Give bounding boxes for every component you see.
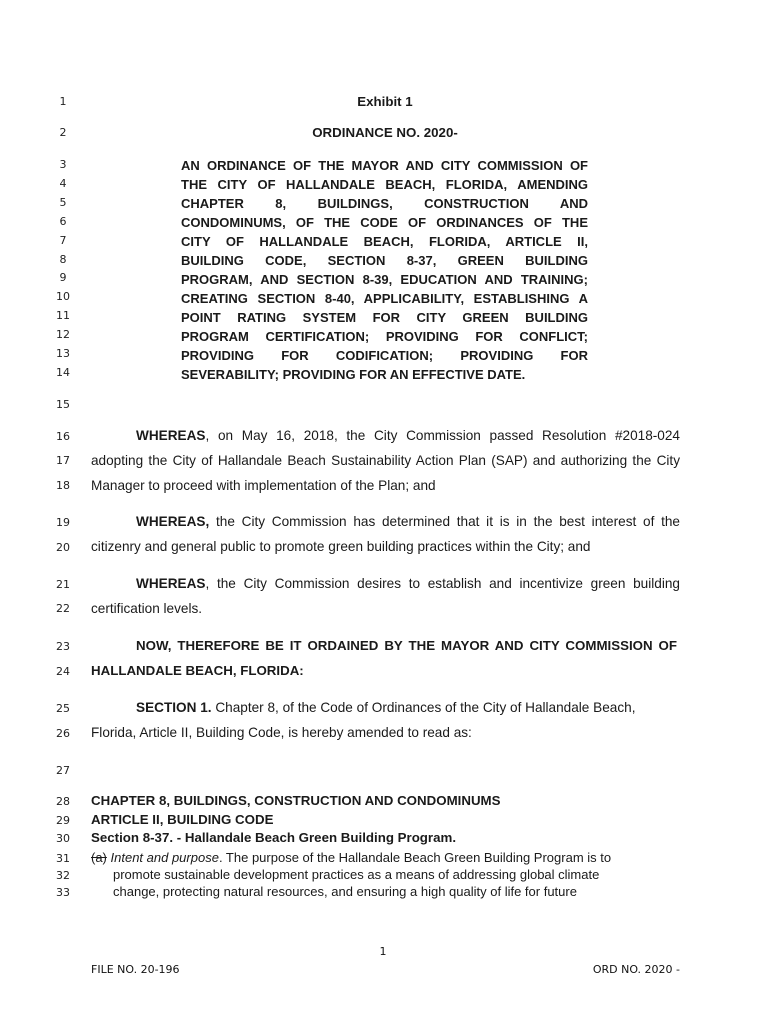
subsection-line-3: change, protecting natural resources, and ensuring a high quality of life for future	[113, 884, 577, 899]
line-number: 32	[56, 869, 70, 882]
subsection-lead: Intent and purpose	[110, 850, 219, 865]
title-line: PROVIDING FOR CODIFICATION; PROVIDING FOR	[181, 348, 588, 363]
line-number: 30	[56, 832, 70, 845]
line-number: 33	[56, 886, 70, 899]
whereas-text: adopting the City of Hallandale Beach Sustainability Action Plan (SAP) and authorizing the City	[91, 453, 680, 468]
whereas-2-line-1	[136, 514, 680, 529]
whereas-2-line-2: citizenry and general public to promote green building practices within the City; and	[91, 539, 591, 554]
subsection-line-2: promote sustainable development practices as a means of addressing global climate	[113, 867, 600, 882]
title-line: AN ORDINANCE OF THE MAYOR AND CITY COMMISSION OF	[181, 158, 588, 173]
line-number: 11	[56, 309, 70, 322]
line-number: 14	[56, 366, 70, 379]
title-line: CONDOMINUMS, OF THE CODE OF ORDINANCES OF THE	[181, 215, 588, 230]
line-number: 15	[56, 398, 70, 411]
subsection-text: . The purpose of the Hallandale Beach Green Building Program is to	[218, 850, 612, 865]
whereas-lead: WHEREAS	[136, 428, 206, 443]
section-heading: Section 8-37. - Hallandale Beach Green Building Program.	[91, 830, 457, 845]
line-number: 8	[59, 253, 67, 266]
title-line: CHAPTER 8, BUILDINGS, CONSTRUCTION AND	[181, 196, 588, 211]
line-number: 20	[56, 541, 70, 554]
title-line: SEVERABILITY; PROVIDING FOR AN EFFECTIVE DATE.	[181, 367, 526, 382]
whereas-1-line-2	[91, 453, 680, 468]
title-line: PROGRAM CERTIFICATION; PROVIDING FOR CONFLICT;	[181, 329, 588, 344]
file-number: FILE NO. 20-196	[91, 963, 180, 976]
exhibit-heading	[0, 94, 770, 109]
page-number-text: 1	[379, 945, 387, 958]
whereas-3-line-1	[136, 576, 680, 591]
whereas-lead: WHEREAS	[136, 576, 206, 591]
article-heading: ARTICLE II, BUILDING CODE	[91, 812, 274, 827]
line-number: 16	[56, 430, 70, 443]
title-line: POINT RATING SYSTEM FOR CITY GREEN BUILDING	[181, 310, 588, 325]
line-number: 7	[59, 234, 67, 247]
title-line: THE CITY OF HALLANDALE BEACH, FLORIDA, AMENDING	[181, 177, 588, 192]
exhibit-label: Exhibit 1	[357, 94, 413, 109]
whereas-1-line-3: Manager to proceed with implementation of the Plan; and	[91, 478, 436, 493]
line-number: 26	[56, 727, 70, 740]
whereas-3-line-2: certification levels.	[91, 601, 203, 616]
whereas-text: , on May 16, 2018, the City Commission passed Resolution #2018-024	[205, 428, 680, 443]
ord-number: ORD NO. 2020 -	[592, 963, 680, 976]
section-lead: SECTION 1.	[136, 700, 212, 715]
line-number: 23	[56, 640, 70, 653]
subsection-line-1	[91, 850, 611, 865]
line-number: 6	[59, 215, 67, 228]
section-1-line-2: Florida, Article II, Building Code, is hereby amended to read as:	[91, 725, 472, 740]
line-number: 18	[56, 479, 70, 492]
line-number: 1	[59, 95, 67, 108]
struck-label: (a)	[91, 850, 107, 865]
line-number: 28	[56, 795, 70, 808]
line-number: 10	[56, 290, 70, 303]
title-line: CREATING SECTION 8-40, APPLICABILITY, ESTABLISHING A	[181, 291, 588, 306]
chapter-heading: CHAPTER 8, BUILDINGS, CONSTRUCTION AND CONDOMINUMS	[91, 793, 501, 808]
line-number: 4	[59, 177, 67, 190]
now-therefore-line-1	[136, 638, 677, 653]
now-therefore-line-2: HALLANDALE BEACH, FLORIDA:	[91, 663, 304, 678]
line-number: 19	[56, 516, 70, 529]
ordinance-number: ORDINANCE NO. 2020-	[312, 125, 458, 140]
line-number: 25	[56, 702, 70, 715]
line-number: 27	[56, 764, 70, 777]
title-line: PROGRAM, AND SECTION 8-39, EDUCATION AND TRAINING;	[181, 272, 588, 287]
title-line: CITY OF HALLANDALE BEACH, FLORIDA, ARTICLE II,	[181, 234, 588, 249]
line-number: 21	[56, 578, 70, 591]
line-number: 3	[59, 158, 67, 171]
line-number: 2	[59, 126, 67, 139]
whereas-lead: WHEREAS,	[136, 514, 210, 529]
line-number: 12	[56, 328, 70, 341]
whereas-1-line-1	[136, 428, 680, 443]
line-number: 22	[56, 602, 70, 615]
line-number: 29	[56, 814, 70, 827]
line-number: 13	[56, 347, 70, 360]
line-number: 17	[56, 454, 70, 467]
whereas-text: the City Commission has determined that it is in the best interest of the	[209, 514, 680, 529]
line-number: 9	[59, 271, 67, 284]
line-number: 5	[59, 196, 67, 209]
title-line: BUILDING CODE, SECTION 8-37, GREEN BUILDING	[181, 253, 588, 268]
line-number: 24	[56, 665, 70, 678]
whereas-text: , the City Commission desires to establish and incentivize green building	[205, 576, 680, 591]
section-1-line-1	[136, 700, 635, 715]
ordinance-title	[181, 156, 588, 384]
now-therefore-text: NOW, THEREFORE BE IT ORDAINED BY THE MAYOR AND CITY COMMISSION OF	[136, 638, 677, 653]
line-number: 31	[56, 852, 70, 865]
section-text: Chapter 8, of the Code of Ordinances of the City of Hallandale Beach,	[211, 700, 636, 715]
page-number	[0, 945, 770, 958]
